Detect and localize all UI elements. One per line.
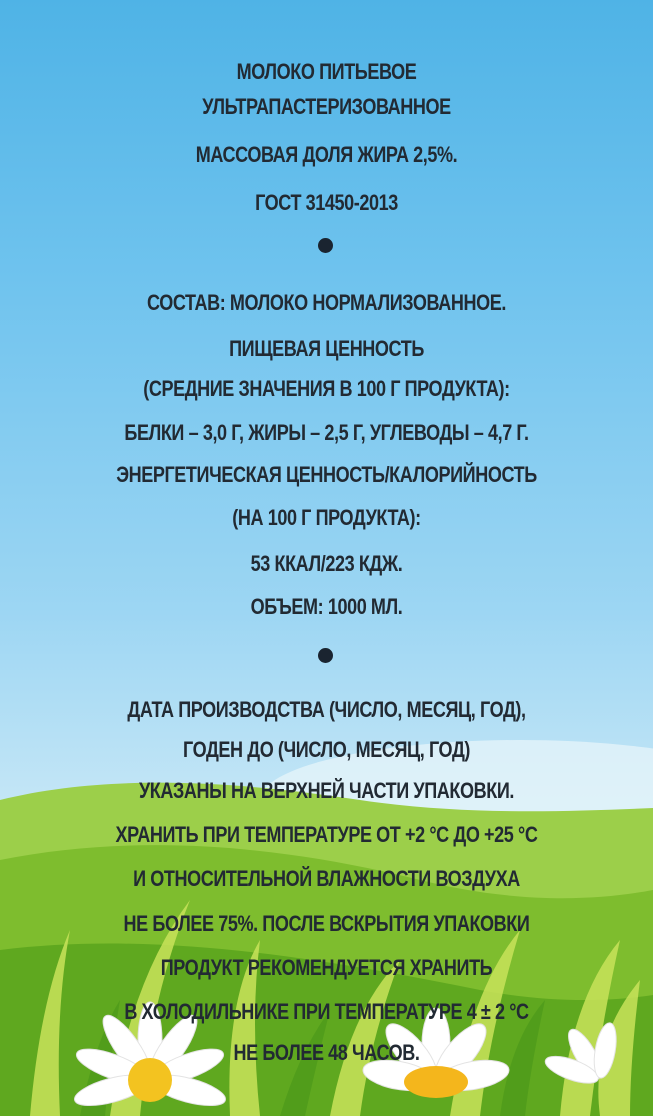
info-line: (СРЕДНИЕ ЗНАЧЕНИЯ В 100 Г ПРОДУКТА): [143, 376, 510, 401]
info-line: ХРАНИТЬ ПРИ ТЕМПЕРАТУРЕ ОТ +2 °С ДО +25 °С [115, 822, 538, 847]
info-line: НЕ БОЛЕЕ 48 ЧАСОВ. [233, 1040, 420, 1065]
info-line: ПИЩЕВАЯ ЦЕННОСТЬ [229, 336, 424, 361]
info-line: БЕЛКИ – 3,0 Г, ЖИРЫ – 2,5 Г, УГЛЕВОДЫ – 4,7 Г. [124, 420, 529, 445]
info-line: СОСТАВ: МОЛОКО НОРМАЛИЗОВАННОЕ. [147, 290, 506, 315]
info-line: УЛЬТРАПАСТЕРИЗОВАННОЕ [202, 94, 451, 119]
info-line: И ОТНОСИТЕЛЬНОЙ ВЛАЖНОСТИ ВОЗДУХА [133, 866, 520, 891]
info-line: В ХОЛОДИЛЬНИКЕ ПРИ ТЕМПЕРАТУРЕ 4 ± 2 °С [124, 999, 529, 1024]
info-line: 53 ККАЛ/223 КДЖ. [250, 551, 403, 576]
info-line: ГОДЕН ДО (ЧИСЛО, МЕСЯЦ, ГОД) [183, 737, 470, 762]
info-line: ПРОДУКТ РЕКОМЕНДУЕТСЯ ХРАНИТЬ [160, 955, 493, 980]
info-line: УКАЗАНЫ НА ВЕРХНЕЙ ЧАСТИ УПАКОВКИ. [138, 778, 514, 803]
info-line: ДАТА ПРОИЗВОДСТВА (ЧИСЛО, МЕСЯЦ, ГОД), [127, 697, 526, 722]
info-line: ОБЪЕМ: 1000 МЛ. [250, 594, 403, 619]
info-line: ЭНЕРГЕТИЧЕСКАЯ ЦЕННОСТЬ/КАЛОРИЙНОСТЬ [116, 462, 537, 487]
info-line: (НА 100 Г ПРОДУКТА): [232, 505, 421, 530]
info-line: МОЛОКО ПИТЬЕВОЕ [236, 59, 417, 84]
info-line: МАССОВАЯ ДОЛЯ ЖИРА 2,5%. [195, 142, 458, 167]
bullet-separator [318, 238, 333, 253]
info-line: НЕ БОЛЕЕ 75%. ПОСЛЕ ВСКРЫТИЯ УПАКОВКИ [123, 911, 530, 936]
bullet-separator [318, 648, 333, 663]
info-line: ГОСТ 31450-2013 [255, 190, 398, 215]
